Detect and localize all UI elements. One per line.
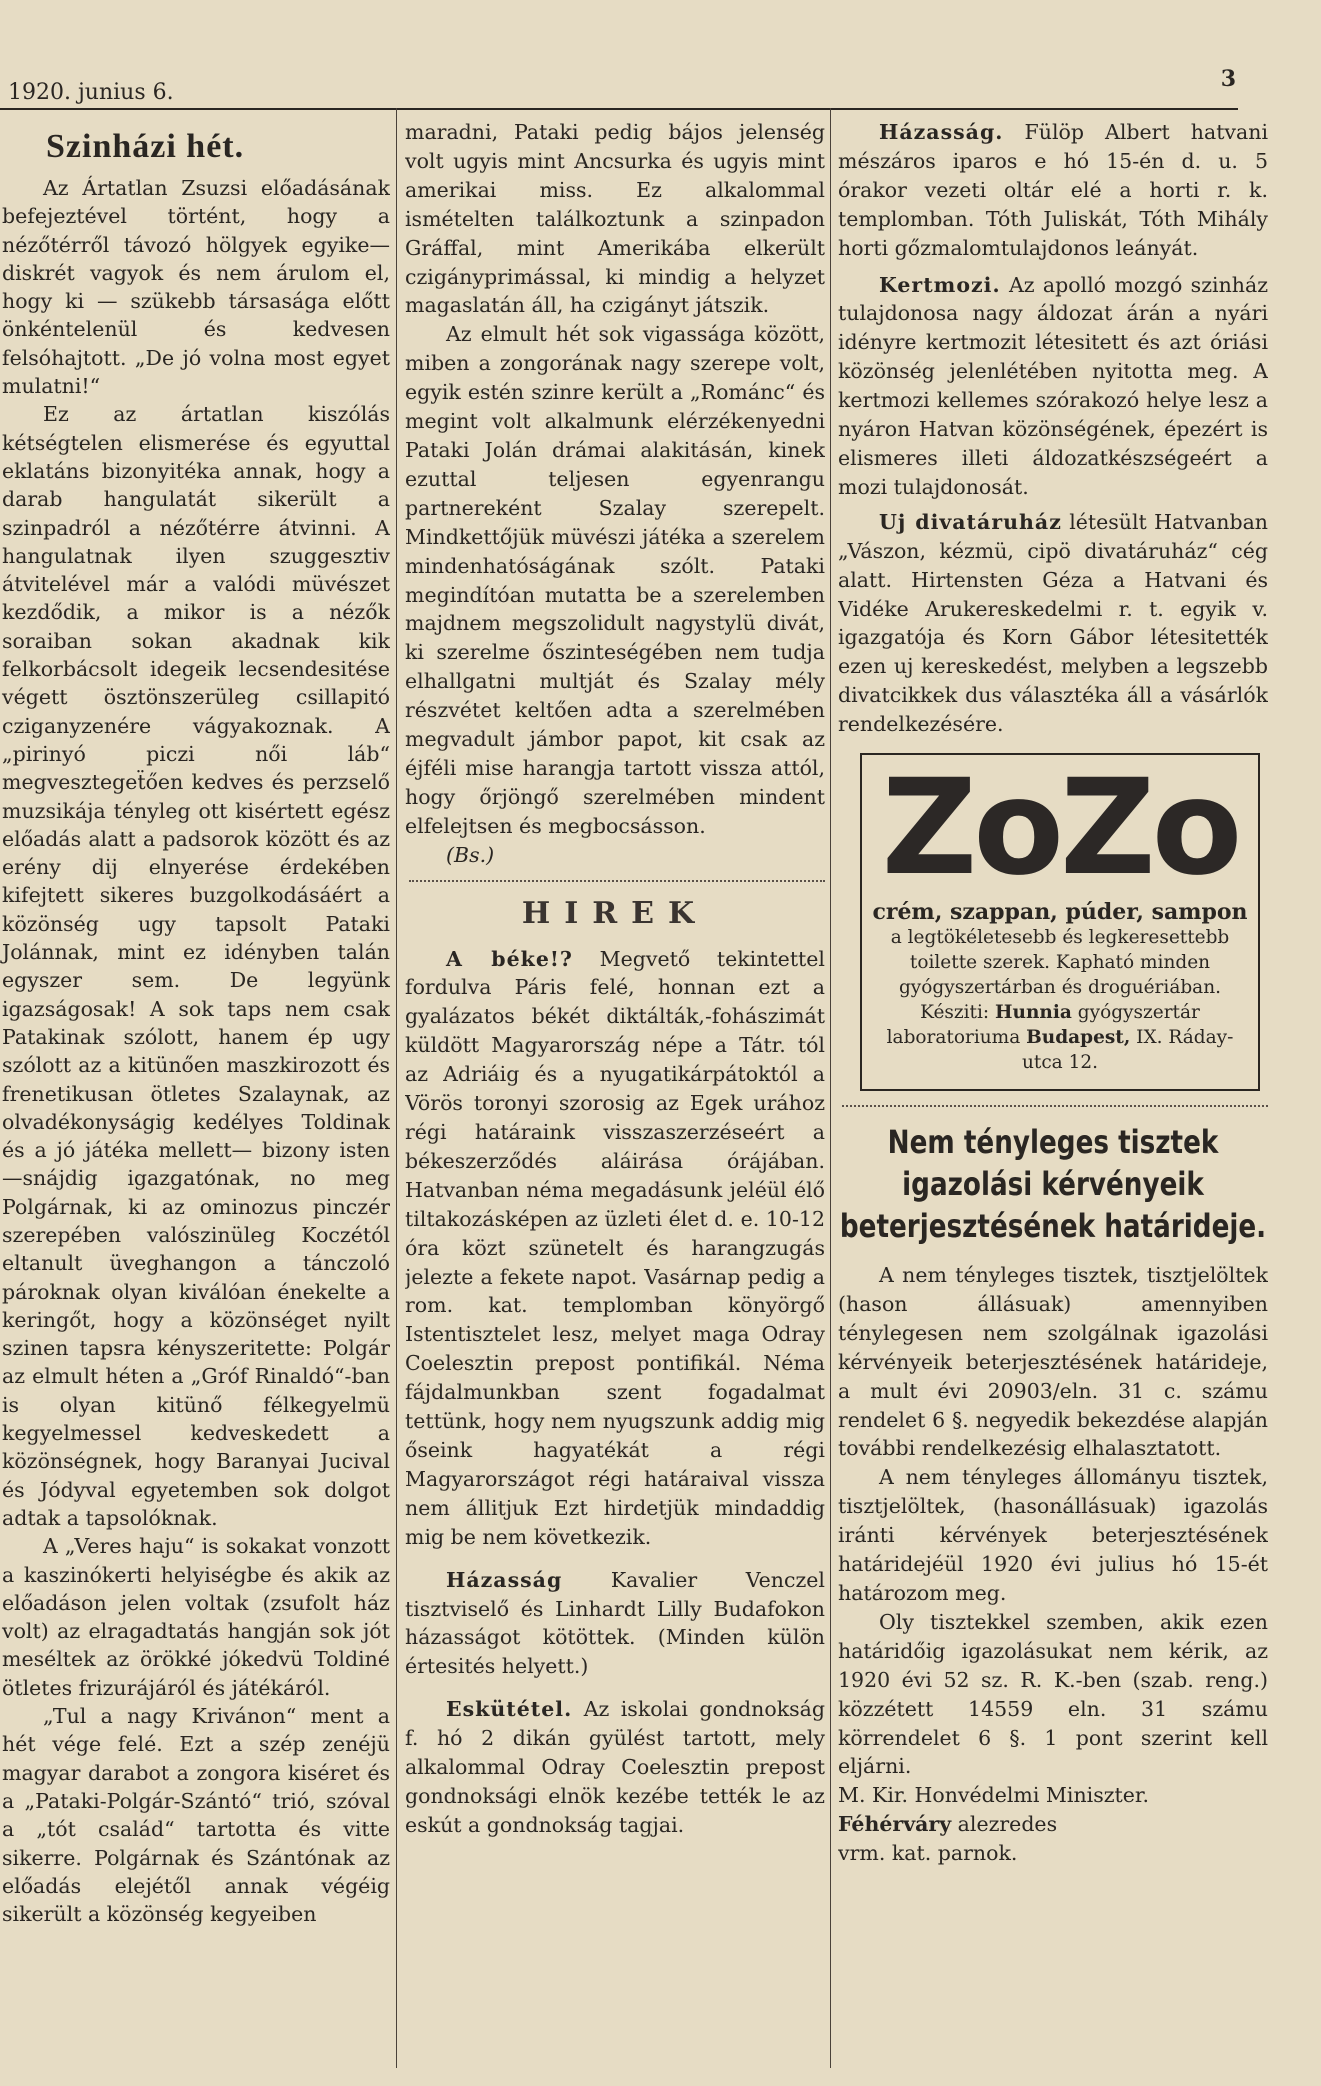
notice-paragraph: A nem tényleges állományu tisztek, tisztjelöltek, (hasonállásuak) igazolás iránti kérvények beterjesztésének határidejéül 1920 évi julius hó 15-ét határozom meg.: [838, 1465, 1268, 1605]
ad-brand-logo: ZoZo: [881, 751, 1239, 906]
article-title-szinhazi-het: Szinházi hét.: [46, 128, 245, 165]
signer-rank: alezredes: [957, 1812, 1058, 1837]
news-text: Az apolló mozgó szinház tulajdonosa nagy áldozat árán a nyári idényre kertmozit létesitett és azt óriási közönség jelenlétében nyitotta meg. A kertmozi kellemes szórakozó helye lesz a nyáron Hatvan közönségének, épezért is elismeres illeti áldozatkészségeért a mozi tulajdonosát.: [838, 272, 1268, 499]
news-text: Az iskolai gondnokság f. hó 2 dikán gyülést tartott, mely alkalommal Odray Coelesztin prepost gondnoksági elnök kezébe tették le az eskút a gondnokság tagjai.: [405, 1697, 825, 1837]
notice-paragraph: A nem tényleges tisztek, tisztjelöltek (hason állásuak) amennyiben ténylegesen nem szolgálnak igazolási kérvényeik beterjesztésének határideje, a mult évi 20903/eln. 31 c. számu rendelet 6 §. negyedik bekezdése alapján további rendelkezésig elhalasztatott.: [838, 1263, 1268, 1461]
news-item-beke: [405, 945, 825, 1552]
column-2: [405, 118, 825, 2076]
ad-description: a legtökéletesebb és legkeresettebb toilette szerek. Kapható minden gyógyszertárban és droguériában.: [890, 927, 1230, 999]
column-rule-2: [830, 108, 831, 2068]
ad-maker-label: Késziti:: [920, 1002, 990, 1024]
signer-name: Féhérváry: [838, 1812, 952, 1837]
news-text: létesült Hatvanban „Vászon, kézmü, cipö divatáruház“ cég alatt. Hirtensten Géza a Hatvani és Vidéke Arukereskedelmi r. t. egyik v. igazgatója és Korn Gábor létesitették ezen uj kereskedést, melyben a legszebb divatcikkek dus választéka áll a vásárlók rendelkezésére.: [838, 509, 1268, 737]
notice-title: Nem tényleges tisztek igazolási kérvényeik beterjesztésének határideje.: [839, 1123, 1267, 1246]
ad-maker-address: IX. Ráday-utca 12.: [1021, 1027, 1234, 1074]
news-item-hazassag: [405, 1566, 825, 1682]
news-item-kertmozi: [838, 271, 1268, 502]
issue-date: 1920. junius 6.: [8, 80, 174, 105]
ad-maker-text: gyógyszertár laboratoriuma: [886, 1002, 1200, 1049]
ad-maker-city: Budapest,: [1026, 1027, 1131, 1049]
article-paragraph: Ez az ártatlan kiszólás kétségtelen elismerése és egyuttal eklatáns bizonyitéka annak, hogy a darab hangulatát sikerült a szinpadról a nézőtérre átvinni. A hangulatnak ilyen szuggesztiv átvitelével már a valódi müvészet kezdődik, a mikor is a nézők soraiban sokan akadnak kik felkorbácsolt idegeik lecsendesitése végett ösztönszerüleg csillapitó cziganyzenére vágyakoznak. A „pirinyó piczi női láb“ megvesztegeẗően kedves és perzselő muzsikája tényleg ott kisértett egész előadás alatt a padsorok között és az erény dij elnyerése érdekében kifejtett sikeres buzgolkodásáért a közönség ugy tapsolt Pataki Jolánnak, mint ez idényben talán egyszer sem. De legyünk igazságosak! A sok taps nem csak Patakinak szólott, hanem ép ugy szólott az a kitünően maszkirozott és frenetikusan ötletes Szalaynak, az olvadékonyságig kedélyes Toldinak és a jó játéka mellett— bizony isten—snájdig igazgatónak, no meg Polgárnak, ki az ominozus pinczér szerepében valószinüleg Koczétól eltanult üveghangon a tánczoló pároknak olyan kiválóan énekelte a keringőt, hogy a közönséget nyilt szinen tapsra kényszeritette: Polgár az elmult héten a „Gróf Rinaldó“-ban is olyan kitünő félkegyelmü kegyelmessel kedveskedett a közönségnek, hogy Baranyai Jucival és Jódyval egyetemben sok dolgot adtak a tapsolóknak.: [2, 402, 390, 1530]
news-lead: Házasság: [446, 1567, 563, 1592]
news-item-hazassag-2: [838, 118, 1268, 263]
news-item-eskutetel: [405, 1695, 825, 1840]
news-text: Fülöp Albert hatvani mészáros iparos e hó 15-én d. u. 5 órakor vezeti oltár elé a horti r. k. templomban. Tóth Juliskát, Tóth Mihály horti gőzmalomtulajdonos leányát.: [838, 120, 1268, 260]
ad-maker-line: [870, 1000, 1250, 1075]
article-paragraph: „Tul a nagy Krivánon“ ment a hét vége felé. Ezt a szép zenéjü magyar darabot a zongora kiséret és a „Pataki-Polgár-Szántó“ trió, szóval a „tót család“ tartotta és vitte sikerre. Polgárnak és Szántónak az előadás elejétől annak végéig sikerült a közönség kegyeiben: [2, 1704, 390, 1927]
article-paragraph: A „Veres haju“ is sokakat vonzott a kaszinókerti helyiségbe és akik az előadáson jelen voltak (zsufolt ház volt) az elragadtatás hangján sok jót meséltek az örökké jókedvü Toldiné ötletes frizurájáról és játékáról.: [2, 1534, 390, 1700]
column-1: [0, 118, 390, 2076]
news-lead: Kertmozi.: [879, 272, 1001, 297]
article-paragraph: maradni, Pataki pedig bájos jelenség volt ugyis mint Ancsurka és ugyis mint amerikai miss. Ez alkalommal ismételten találkoztunk a szinpadon Gráffal, mint Amerikába elkerült czigányprimással, ki mindig a helyzet magaslatán áll, ha czigányt játszik.: [405, 120, 825, 318]
section-separator: [842, 1105, 1268, 1107]
notice-paragraph: Oly tisztekkel szemben, akik ezen határidőig igazolásukat nem kérik, az 1920 évi 52 sz. R. K.-ben (szab. reng.) közzétett 14559 eln. 31 számu körrendelet 6 §. 1 pont szerint kell eljárni.: [838, 1609, 1268, 1779]
column-3: [838, 118, 1268, 2076]
article-signature: (Bs.): [446, 842, 495, 867]
section-separator: [409, 880, 825, 882]
column-rule-1: [396, 108, 397, 2068]
news-lead: Uj divatáruház: [879, 509, 1062, 534]
notice-signature-ministry: M. Kir. Honvédelmi Miniszter.: [838, 1783, 1149, 1808]
article-paragraph: Az elmult hét sok vigassága között, miben a zongorának nagy szerepe volt, egyik estén szinre került a „Románc“ és megint volt alkalmunk elérzékenyedni Pataki Jolán drámai alakitásán, kinek ezuttal teljesen egyenrangu partnereként Szalay szerepelt. Mindkettőjük müvészi játéka a szerelem mindenhatóságának szólt. Pataki megindítóan mutatta be a szerelemben majdnem megszolidult nagystylü divát, ki szerelme őszinteségében nem tudja elhallgatni multját és Szalay mély részvétet keltően adta a szerelmében megvadult jámbor papot, kit csak az éjféli mise harangja tartott vissza attól, hogy őrjöngő szerelmében mindent elfelejtsen és megbocsásson.: [405, 322, 825, 838]
news-lead: Házasság.: [879, 120, 1004, 144]
ad-products: crém, szappan, púder, sampon: [872, 899, 1248, 926]
notice-signature-name: [838, 1810, 1268, 1839]
article-paragraph: Az Ártatlan Zsuzsi előadásának befejeztével történt, hogy a nézőtérről távozó hölgyek egyike—diskrét vagyok és nem árulom el, hogy ki — szükebb társasága előtt önkéntelenül és kedvesen felsóhajtott. „De jó volna most egyet mulatni!“: [2, 176, 390, 399]
page-header: [6, 66, 1236, 108]
section-title-hirek: HIREK: [521, 895, 709, 931]
news-lead: Eskütétel.: [446, 1697, 573, 1722]
zozo-advertisement: [860, 753, 1260, 1091]
ad-maker-company: Hunnia: [995, 1002, 1072, 1024]
news-item-divataruhaz: [838, 508, 1268, 739]
news-text: Megvető tekintettel fordulva Páris felé, honnan ezt a gyalázatos békét diktálták,-fohászimát küldött Magyarország népe a Tátr. tól az Adriáig és a nyugatikárpátoktól a Vörös toronyi szorosig az Egek urához régi határaink visszaszerzéseért a békeszerződés aláirása órájában. Hatvanban néma megadásunk jeléül élő tiltakozásképen az üzleti élet d. e. 10-12 óra közt szünetelt és harangzugás jelezte a fekete napot. Vasárnap pedig a rom. kat. templomban könyörgő Istentisztelet lesz, melyet maga Odray Coelesztin prepost pontifikál. Néma fájdalmunkban szent fogadalmat tettünk, hogy nem nyugszunk addig mig őseink hagyatékát a régi Magyarországot régi határaival vissza nem állitjuk Ezt hirdetjük mindaddig mig be nem következik.: [405, 946, 825, 1549]
page-number: 3: [1220, 66, 1236, 92]
notice-signature-rank: vrm. kat. parnok.: [838, 1841, 1018, 1866]
header-rule: [0, 108, 1238, 110]
news-text: Kavalier Venczel tisztviselő és Linhardt Lilly Budafokon házasságot kötöttek. (Minden külön értesités helyett.): [405, 1567, 825, 1679]
news-lead: A béke!?: [446, 946, 573, 971]
